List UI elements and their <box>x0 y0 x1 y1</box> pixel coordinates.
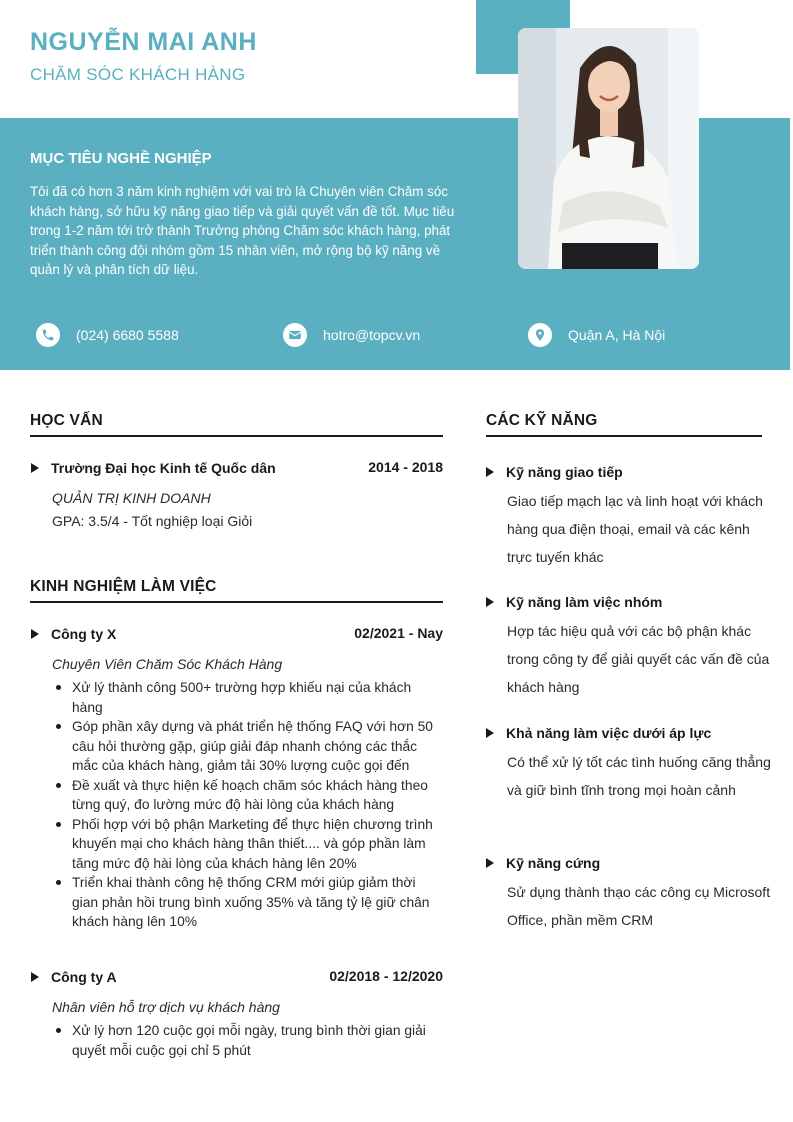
skill-name: Khả năng làm việc dưới áp lực <box>486 725 711 741</box>
job-role: Nhân viên hỗ trợ dịch vụ khách hàng <box>52 999 280 1015</box>
skill-desc: Có thể xử lý tốt các tình huống căng thẳng và giữ bình tĩnh trong mọi hoàn cảnh <box>507 754 771 798</box>
objective-text: Tôi đã có hơn 3 năm kinh nghiệm với vai trò là Chuyên viên Chăm sóc khách hàng, sở hữu kỹ năng giao tiếp và giải quyết vấn đề tốt. Mục tiêu trong 1-2 năm tới trở thành Trưởng phòng Chăm sóc khách hàng, phát triển thành công đội nhóm gồm 15 nhân viên, mở rộng bộ kỹ năng về quản lý và phân tích dữ liệu. <box>30 184 455 278</box>
skill-desc: Sử dụng thành thạo các công cụ Microsoft Office, phần mềm CRM <box>507 884 771 928</box>
triangle-bullet-icon <box>486 728 494 738</box>
triangle-bullet-icon <box>31 463 39 473</box>
company-name: Công ty X <box>51 626 117 642</box>
profile-photo <box>518 28 699 269</box>
skills-divider <box>486 435 762 437</box>
education-years: 2014 - 2018 <box>368 459 443 475</box>
phone-icon <box>36 323 60 347</box>
skill-name: Kỹ năng cứng <box>486 855 600 871</box>
list-item: Triển khai thành công hệ thống CRM mới giúp giảm thời gian phản hồi trung bình xuống 35% và tăng tỷ lệ giữ chân khách hàng lên 10% <box>52 873 437 932</box>
list-item: Xử lý hơn 120 cuộc gọi mỗi ngày, trung bình thời gian giải quyết mỗi cuộc gọi chỉ 5 phút <box>52 1021 437 1060</box>
email-text: hotro@topcv.vn <box>323 327 421 343</box>
triangle-bullet-icon <box>486 858 494 868</box>
triangle-bullet-icon <box>31 972 39 982</box>
job-dates: 02/2021 - Nay <box>354 625 443 641</box>
list-item: Đề xuất và thực hiện kế hoạch chăm sóc khách hàng theo từng quý, đo lường mức độ hài lòng của khách hàng <box>52 776 437 815</box>
list-item: Phối hợp với bộ phận Marketing để thực hiện chương trình khuyến mại cho khách hàng thân thiết.... và góp phần làm tăng mức độ hài lòng của khách hàng lên 20% <box>52 815 437 874</box>
list-item: Góp phần xây dựng và phát triển hệ thống FAQ với hơn 50 câu hỏi thường gặp, giúp giải đáp nhanh chóng các thắc mắc của khách hàng, giảm tải 30% lượng cuộc gọi đến <box>52 717 437 776</box>
job-achievements <box>52 678 437 932</box>
education-gpa: GPA: 3.5/4 - Tốt nghiệp loại Giỏi <box>52 513 253 529</box>
experience-heading: KINH NGHIỆM LÀM VIỆC <box>30 578 217 595</box>
experience-divider <box>30 601 443 603</box>
job-company <box>31 626 116 642</box>
triangle-bullet-icon <box>31 629 39 639</box>
email-icon <box>283 323 307 347</box>
candidate-name: NGUYỄN MAI ANH <box>30 28 257 56</box>
triangle-bullet-icon <box>486 597 494 607</box>
skill-name: Kỹ năng giao tiếp <box>486 464 623 480</box>
list-item: Xử lý thành công 500+ trường hợp khiếu nại của khách hàng <box>52 678 437 717</box>
education-heading: HỌC VẤN <box>30 412 103 429</box>
job-achievements <box>52 1021 437 1060</box>
phone-text: (024) 6680 5588 <box>76 327 179 343</box>
education-major: QUẢN TRỊ KINH DOANH <box>52 490 211 506</box>
skill-desc: Hợp tác hiệu quả với các bộ phận khác trong công ty để giải quyết các vấn đề của khách hàng <box>507 623 770 695</box>
contact-phone <box>36 323 179 347</box>
company-name: Công ty A <box>51 969 117 985</box>
candidate-title: CHĂM SÓC KHÁCH HÀNG <box>30 65 246 84</box>
skill-desc: Giao tiếp mạch lạc và linh hoạt với khách hàng qua điện thoại, email và các kênh trực tuyến khác <box>507 493 763 565</box>
job-company <box>31 969 117 985</box>
location-pin-icon <box>528 323 552 347</box>
address-text: Quận A, Hà Nội <box>568 327 666 343</box>
skills-heading: CÁC KỸ NĂNG <box>486 412 598 429</box>
education-divider <box>30 435 443 437</box>
triangle-bullet-icon <box>486 467 494 477</box>
skill-name: Kỹ năng làm việc nhóm <box>486 594 662 610</box>
objective-heading: MỤC TIÊU NGHỀ NGHIỆP <box>30 150 212 167</box>
contact-email <box>283 323 420 347</box>
job-role: Chuyên Viên Chăm Sóc Khách Hàng <box>52 656 283 672</box>
school-name: Trường Đại học Kinh tế Quốc dân <box>51 460 276 476</box>
job-dates: 02/2018 - 12/2020 <box>329 968 443 984</box>
education-school <box>31 460 276 476</box>
contact-address <box>528 323 665 347</box>
